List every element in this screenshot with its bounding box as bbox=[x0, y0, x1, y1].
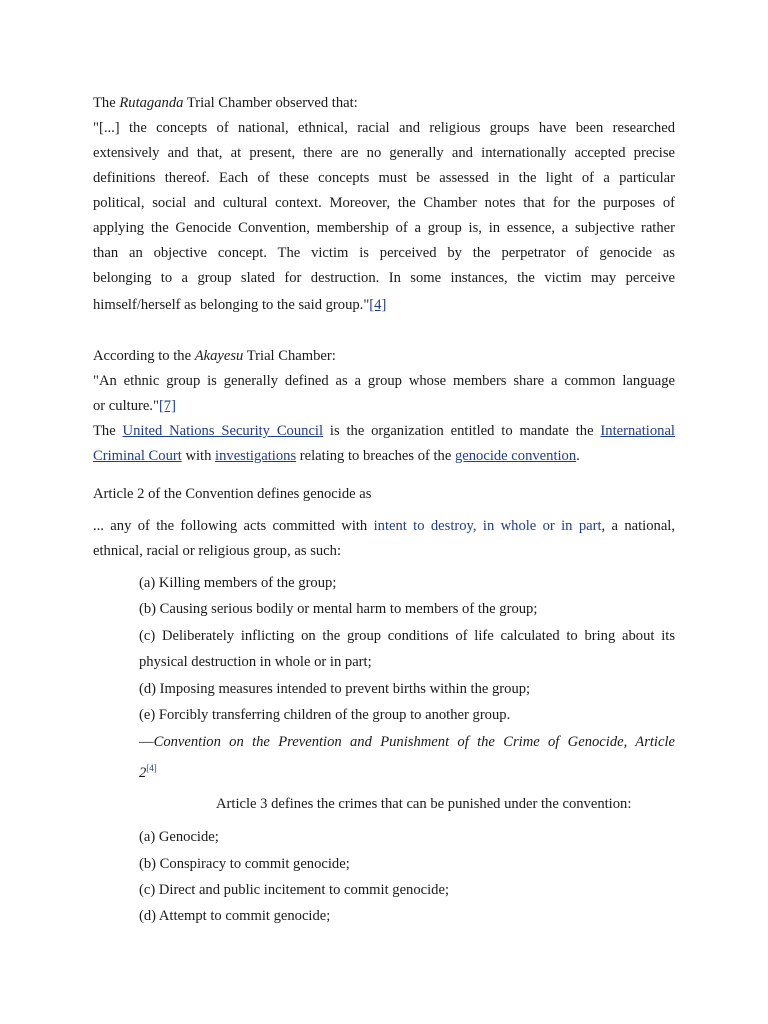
link-in-whole-or-in-part[interactable]: in whole or in part bbox=[482, 518, 602, 534]
article2-item-c-line-2: physical destruction in whole or in part; bbox=[139, 654, 372, 670]
rutaganda-quote-line: applying the Genocide Convention, membership of a group is, in essence, a subjective rather bbox=[93, 220, 675, 236]
article2-item-c-line-1: (c) Deliberately inflicting on the group conditions of life calculated to bring about its bbox=[139, 628, 675, 644]
article3-item-a: (a) Genocide; bbox=[139, 829, 219, 845]
akayesu-quote-last: or culture."[7] bbox=[93, 398, 176, 414]
akayesu-intro: According to the Akayesu Trial Chamber: bbox=[93, 348, 336, 364]
rutaganda-quote-line: definitions thereof. Each of these concepts must be assessed in the light of a particular bbox=[93, 170, 675, 186]
article2-source-line-2: 2[4] bbox=[139, 763, 157, 781]
link-genocide-convention[interactable]: genocide convention bbox=[454, 448, 577, 464]
link-international-criminal-court[interactable]: Criminal Court bbox=[93, 448, 182, 464]
article3-item-b: (b) Conspiracy to commit genocide; bbox=[139, 856, 350, 872]
footnote-link-4-superscript[interactable]: [4] bbox=[146, 763, 157, 773]
rutaganda-quote-last: himself/herself as belonging to the said group."[4] bbox=[93, 297, 387, 313]
article2-heading: Article 2 of the Convention defines genocide as bbox=[93, 486, 372, 502]
link-united-nations-security-council[interactable]: United Nations Security Council bbox=[122, 423, 324, 439]
article3-item-c: (c) Direct and public incitement to commit genocide; bbox=[139, 882, 450, 898]
rutaganda-quote-line: belonging to a group slated for destruction. In some instances, the victim may perceive bbox=[93, 270, 675, 286]
article2-item-e: (e) Forcibly transferring children of the group to another group. bbox=[139, 707, 511, 723]
article2-item-a: (a) Killing members of the group; bbox=[139, 575, 337, 591]
link-international-criminal-court[interactable]: International bbox=[600, 423, 675, 439]
rutaganda-intro: The Rutaganda Trial Chamber observed that: bbox=[93, 95, 358, 111]
footnote-link-4[interactable]: [4] bbox=[369, 297, 387, 313]
akayesu-name: Akayesu bbox=[194, 348, 244, 364]
em-dash: — bbox=[139, 734, 154, 750]
article2-lead-line-2: ethnical, racial or religious group, as such: bbox=[93, 543, 342, 559]
unsc-line-2: Criminal Court with investigations relating to breaches of the genocide convention. bbox=[93, 448, 580, 464]
article2-item-d: (d) Imposing measures intended to prevent births within the group; bbox=[139, 681, 531, 697]
link-investigations[interactable]: investigations bbox=[215, 448, 297, 464]
article2-item-b: (b) Causing serious bodily or mental harm to members of the group; bbox=[139, 601, 538, 617]
rutaganda-quote-line: political, social and cultural context. Moreover, the Chamber notes that for the purposes of bbox=[93, 195, 675, 211]
link-intent-to-destroy[interactable]: intent to destroy bbox=[373, 518, 473, 534]
source-title: Convention on the Prevention and Punishment of the Crime of Genocide, Article bbox=[153, 734, 675, 750]
article2-source-line-1 bbox=[139, 733, 675, 751]
unsc-line-1: The United Nations Security Council is the organization entitled to mandate the International bbox=[93, 423, 675, 439]
article2-lead-line-1: ... any of the following acts committed with intent to destroy, in whole or in part, a national, bbox=[93, 518, 675, 534]
footnote-link-7[interactable]: [7] bbox=[158, 398, 176, 414]
article3-heading: Article 3 defines the crimes that can be punished under the convention: bbox=[216, 796, 632, 812]
akayesu-quote-line: "An ethnic group is generally defined as a group whose members share a common language bbox=[93, 373, 675, 389]
article3-item-d: (d) Attempt to commit genocide; bbox=[139, 908, 331, 924]
rutaganda-quote-line: "[...] the concepts of national, ethnical, racial and religious groups have been researched bbox=[93, 120, 675, 136]
rutaganda-name: Rutaganda bbox=[119, 95, 184, 111]
rutaganda-quote-line: than an objective concept. The victim is perceived by the perpetrator of genocide as bbox=[93, 245, 675, 261]
rutaganda-quote-line: extensively and that, at present, there are no generally and internationally accepted precise bbox=[93, 145, 675, 161]
